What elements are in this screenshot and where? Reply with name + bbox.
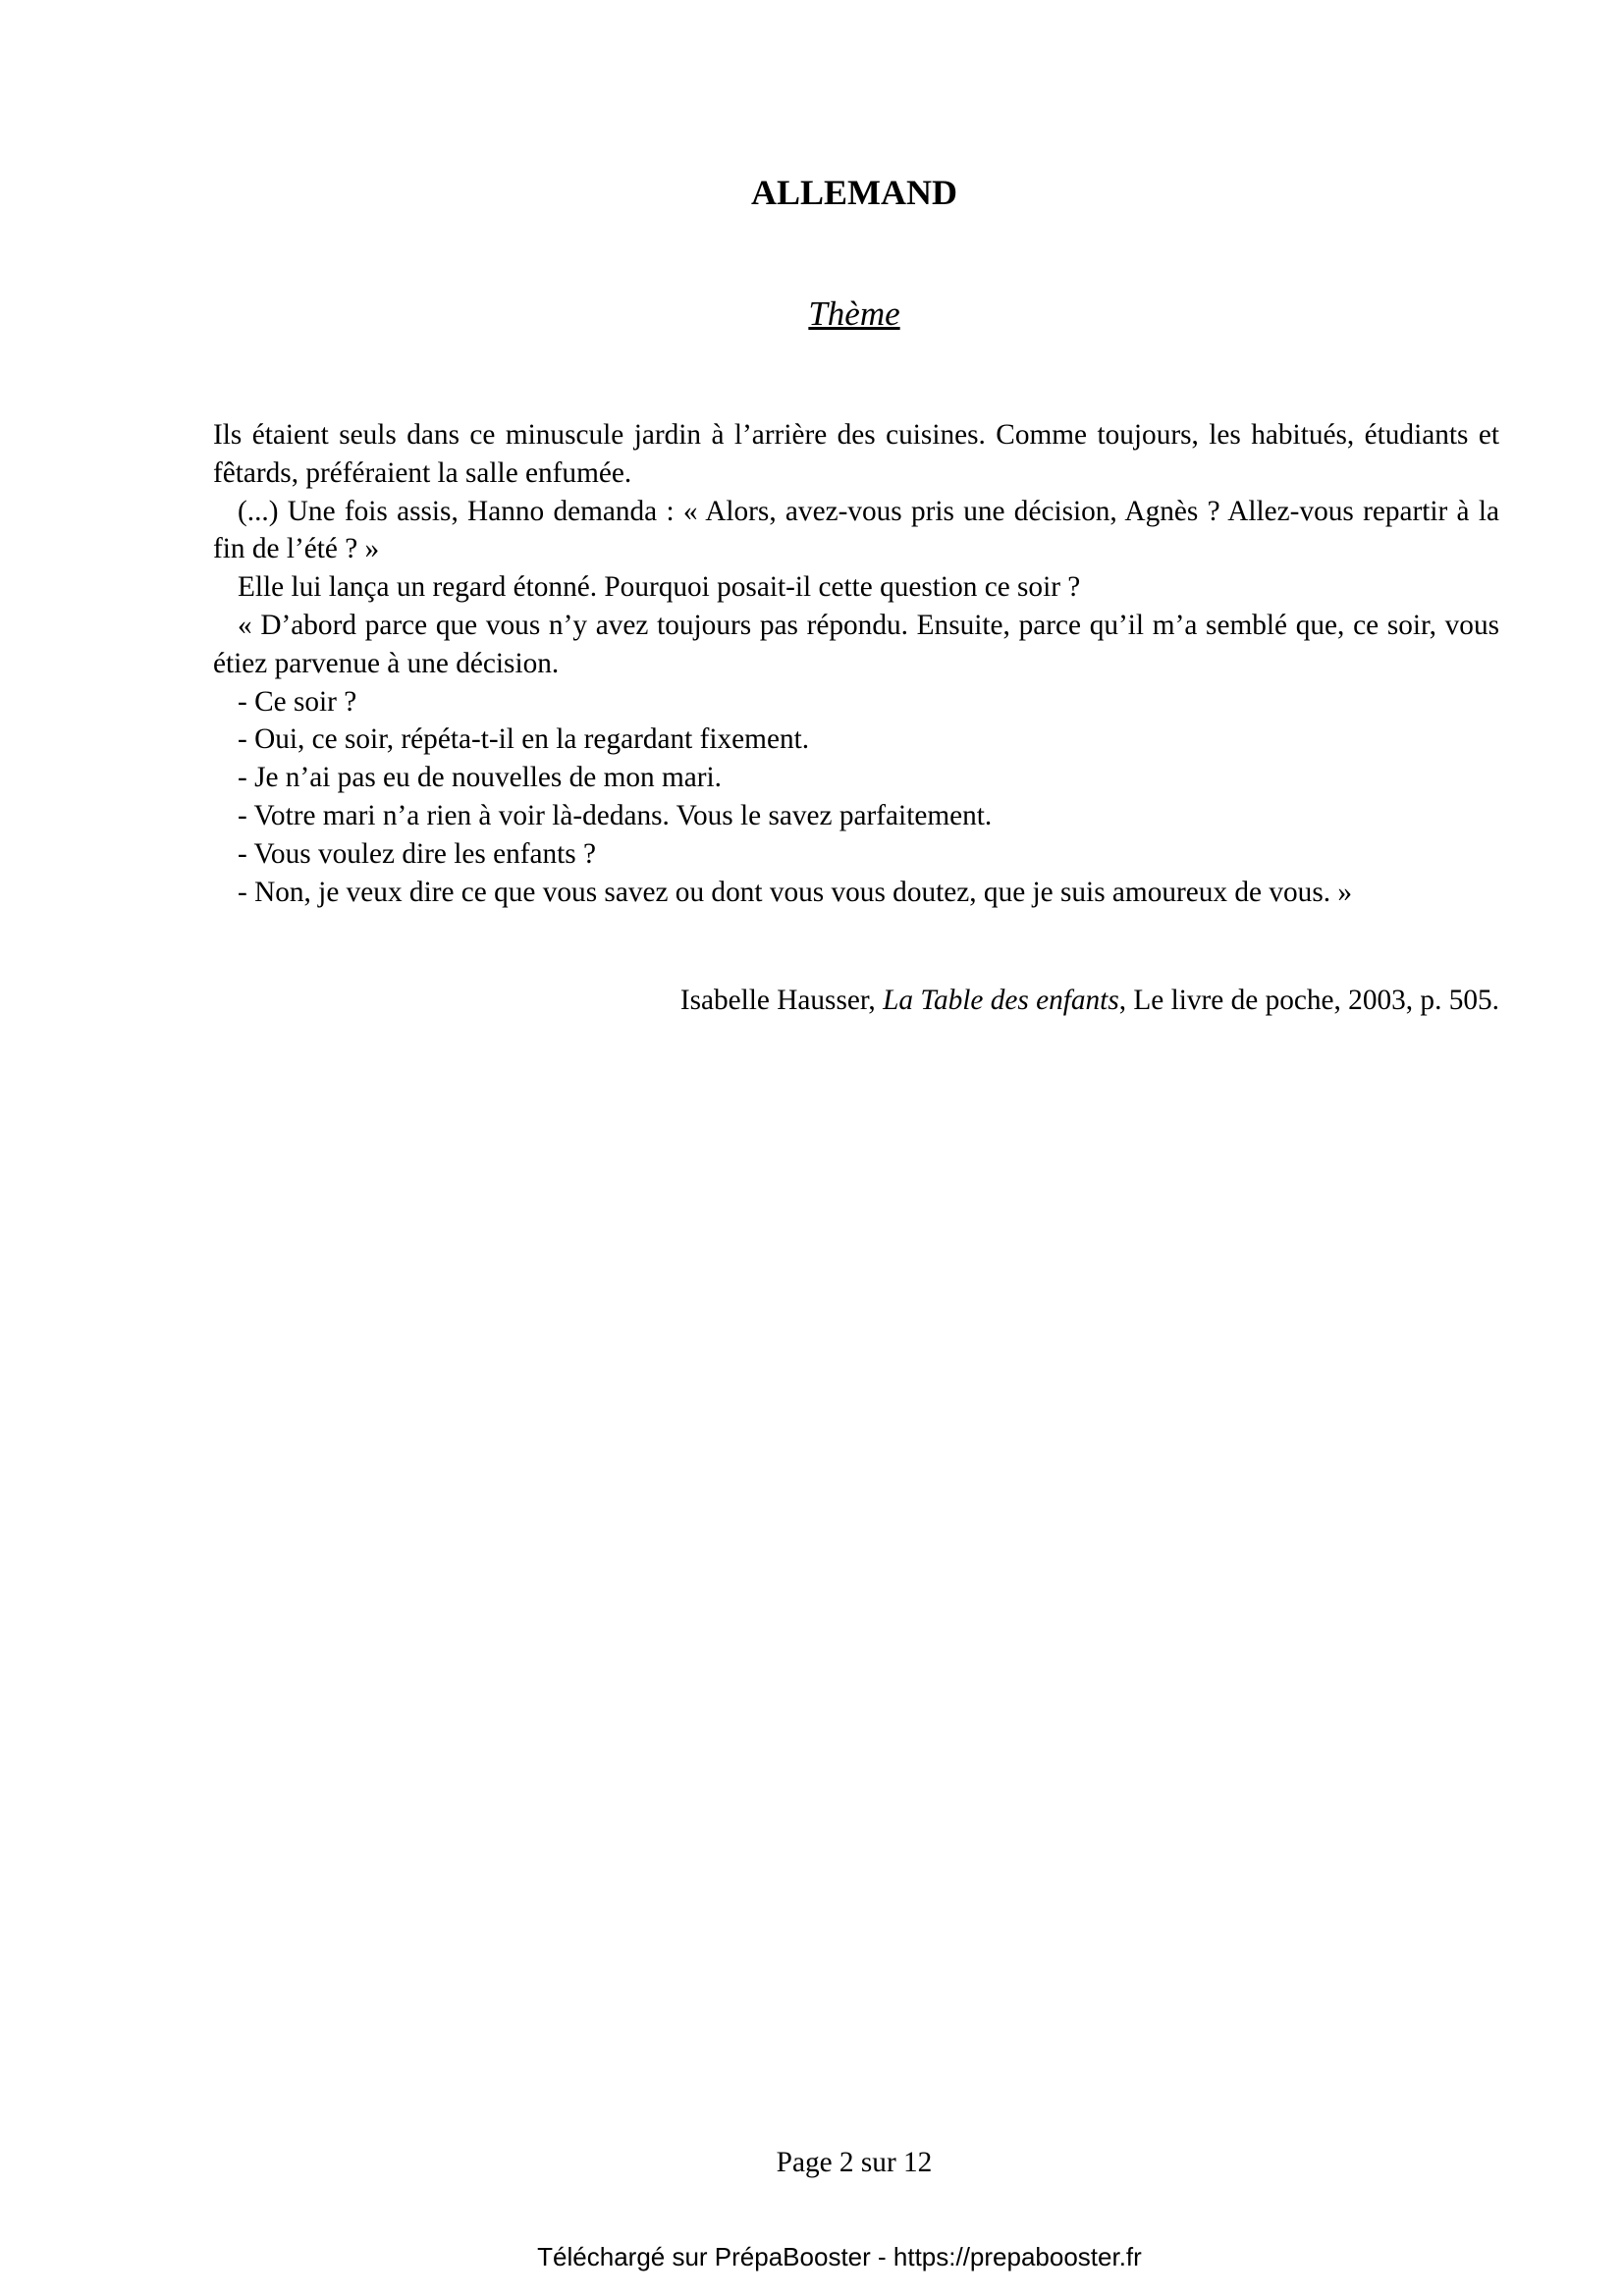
dialogue-line: - Votre mari n’a rien à voir là-dedans. Vous le savez parfaitement. [238, 799, 993, 831]
dialogue-line: - Je n’ai pas eu de nouvelles de mon mari. [238, 762, 723, 794]
citation-work-title: La Table des enfants [883, 985, 1119, 1016]
paragraph: Ils étaient seuls dans ce minuscule jardin à l’arrière des cuisines. Comme toujours, les habitués, étudiants et fêtards, préféraient la salle enfumée. [213, 419, 1499, 489]
dialogue-line: - Non, je veux dire ce que vous savez ou dont vous vous doutez, que je suis amoureux de vous. » [238, 876, 1353, 908]
paragraph: Elle lui lança un regard étonné. Pourquoi posait-il cette question ce soir ? [238, 571, 1081, 604]
download-footer: Téléchargé sur PrépaBooster - https://prepabooster.fr [537, 2242, 1142, 2271]
source-citation [213, 982, 1499, 1019]
citation-details: , Le livre de poche, 2003, p. 505. [1118, 985, 1499, 1016]
citation-author: Isabelle Hausser, [679, 985, 884, 1016]
dialogue-line: - Oui, ce soir, répéta-t-il en la regardant fixement. [238, 723, 810, 756]
page-number: Page 2 sur 12 [776, 2147, 933, 2178]
dialogue-line: - Ce soir ? [238, 685, 357, 718]
section-subtitle: Thème [808, 294, 900, 333]
dialogue-line: - Vous voulez dire les enfants ? [238, 837, 597, 870]
passage-text [213, 416, 1499, 911]
paragraph: (...) Une fois assis, Hanno demanda : « Alors, avez-vous pris une décision, Agnès ? Allez-vous repartir à la fin de l’été ? » [213, 495, 1499, 565]
page-title: ALLEMAND [750, 173, 957, 212]
paragraph: « D’abord parce que vous n’y avez toujours pas répondu. Ensuite, parce qu’il m’a semblé que, ce soir, vous étiez parvenue à une décision. [213, 609, 1499, 679]
